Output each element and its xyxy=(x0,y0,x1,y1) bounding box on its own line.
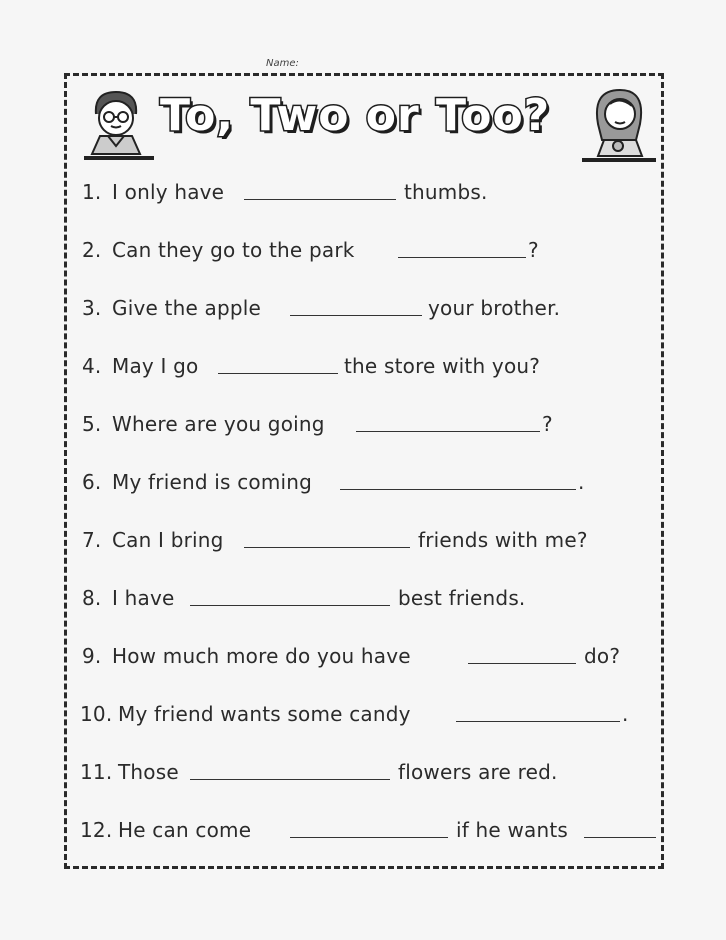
answer-blank[interactable] xyxy=(244,547,410,548)
question-text-after: best friends. xyxy=(398,586,526,610)
question-number: 3. xyxy=(82,296,102,320)
question-number: 12. xyxy=(80,818,113,842)
question-text-after: flowers are red. xyxy=(398,760,558,784)
question-3 xyxy=(78,296,668,326)
question-number: 9. xyxy=(82,644,102,668)
answer-blank[interactable] xyxy=(244,199,396,200)
question-text-before: I have xyxy=(112,586,175,610)
question-5 xyxy=(78,412,668,442)
question-text-before: Those xyxy=(118,760,179,784)
question-text-after: if he wants xyxy=(456,818,569,842)
question-text-after: thumbs. xyxy=(404,180,488,204)
question-number: 1. xyxy=(82,180,102,204)
question-text-before: He can come xyxy=(118,818,252,842)
question-text-after: . xyxy=(578,470,585,494)
question-number: 6. xyxy=(82,470,102,494)
question-text-before: Where are you going xyxy=(112,412,325,436)
name-label: Name: xyxy=(266,58,299,69)
question-text-after: ? xyxy=(542,412,553,436)
answer-blank[interactable] xyxy=(190,779,390,780)
girl-student-icon xyxy=(578,84,658,166)
question-text-before: Can they go to the park xyxy=(112,238,355,262)
question-7 xyxy=(78,528,668,558)
answer-blank[interactable] xyxy=(356,431,540,432)
question-11 xyxy=(78,760,668,790)
question-number: 5. xyxy=(82,412,102,436)
question-number: 2. xyxy=(82,238,102,262)
question-9 xyxy=(78,644,668,674)
question-number: 10. xyxy=(80,702,113,726)
question-text-after: . xyxy=(622,702,629,726)
answer-blank[interactable] xyxy=(290,837,448,838)
question-12 xyxy=(78,818,668,848)
boy-student-icon xyxy=(78,84,156,164)
answer-blank[interactable] xyxy=(290,315,422,316)
question-8 xyxy=(78,586,668,616)
question-text-before: May I go xyxy=(112,354,199,378)
answer-blank[interactable] xyxy=(584,837,656,838)
question-2 xyxy=(78,238,668,268)
question-text-after: the store with you? xyxy=(344,354,541,378)
answer-blank[interactable] xyxy=(468,663,576,664)
question-text-before: How much more do you have xyxy=(112,644,411,668)
question-1 xyxy=(78,180,668,210)
question-10 xyxy=(78,702,668,732)
question-text-before: My friend is coming xyxy=(112,470,313,494)
question-number: 4. xyxy=(82,354,102,378)
question-text-after: friends with me? xyxy=(418,528,588,552)
question-text-after: your brother. xyxy=(428,296,561,320)
question-text-before: Can I bring xyxy=(112,528,224,552)
question-text-after: ? xyxy=(528,238,539,262)
question-text-before: I only have xyxy=(112,180,225,204)
question-text-before: My friend wants some candy xyxy=(118,702,411,726)
answer-blank[interactable] xyxy=(218,373,338,374)
question-number: 8. xyxy=(82,586,102,610)
answer-blank[interactable] xyxy=(398,257,526,258)
answer-blank[interactable] xyxy=(456,721,620,722)
question-6 xyxy=(78,470,668,500)
page-title: To, Two or Too? xyxy=(160,90,551,141)
question-4 xyxy=(78,354,668,384)
question-text-before: Give the apple xyxy=(112,296,262,320)
question-number: 7. xyxy=(82,528,102,552)
question-text-after: do? xyxy=(584,644,621,668)
answer-blank[interactable] xyxy=(340,489,576,490)
answer-blank[interactable] xyxy=(190,605,390,606)
question-number: 11. xyxy=(80,760,113,784)
